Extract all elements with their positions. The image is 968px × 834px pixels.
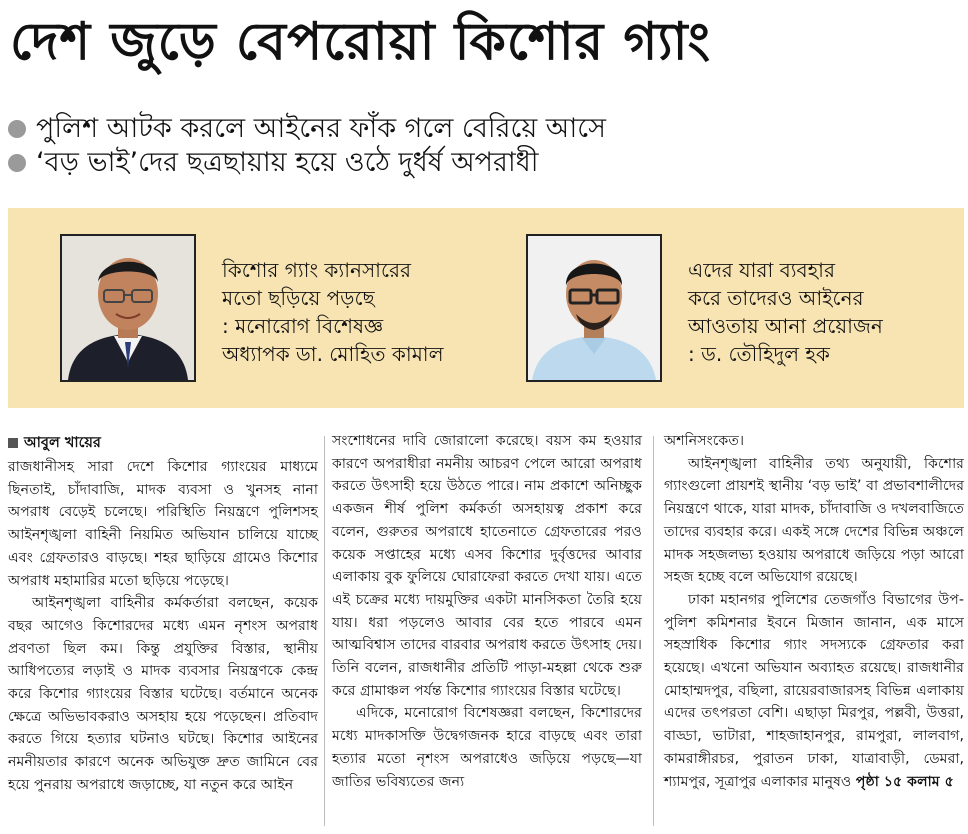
article-column-1 bbox=[8, 430, 318, 797]
quote-line: করে তাদেরও আইনের bbox=[688, 286, 864, 310]
column-divider bbox=[324, 436, 325, 826]
quote-line: : ড. তৌহিদুল হক bbox=[688, 342, 830, 366]
article-column-3 bbox=[664, 430, 964, 793]
portrait-icon bbox=[528, 236, 660, 380]
quote-line: : মনোরোগ বিশেষজ্ঞ bbox=[222, 314, 384, 338]
quote-line: আওতায় আনা প্রয়োজন bbox=[688, 314, 883, 338]
deck-bullet bbox=[8, 112, 958, 146]
quote-line: এদের যারা ব্যবহার bbox=[688, 258, 835, 282]
quote-band bbox=[8, 208, 964, 408]
quote-line: অধ্যাপক ডা. মোহিত কামাল bbox=[222, 342, 444, 366]
expert-quote-1 bbox=[222, 256, 502, 368]
bullet-dot-icon bbox=[8, 154, 26, 172]
paragraph: রাজধানীসহ সারা দেশে কিশোর গ্যাংয়ের মাধ্যমে ছিনতাই, চাঁদাবাজি, মাদক ব্যবসা ও খুনসহ নানা অপরাধ বেড়েই চলেছে। পরিস্থিতি নিয়ন্ত্রণে পুলিশসহ আইনশৃঙ্খলা বাহিনী নিয়মিত অভিযান চালিয়ে যাচ্ছে এবং গ্রেফতারও বাড়ছে। শহর ছাড়িয়ে গ্রামেও কিশোর অপরাধ মহামারির মতো ছড়িয়ে পড়েছে। bbox=[8, 459, 318, 589]
continued-on-page: পৃষ্ঠা ১৫ কলাম ৫ bbox=[855, 773, 954, 790]
paragraph: সংশোধনের দাবি জোরালো করেছে। বয়স কম হওয়ার কারণে অপরাধীরা নমনীয় আচরণ পেলে আরো অপরাধ করতে উৎসাহী হয়ে উঠতে পারে। নাম প্রকাশে অনিচ্ছুক একজন শীর্ষ পুলিশ কর্মকর্তা অসহায়ত্ব প্রকাশ করে বলেন, গুরুতর অপরাধে হাতেনাতে গ্রেফতারের পরও কয়েক সপ্তাহের মধ্যে এসব কিশোর দুর্বৃত্তদের আবার এলাকায় বুক ফুলিয়ে ঘোরাফেরা করতে দেখা যায়। এতে এই চক্রের মধ্যে দায়মুক্তির একটা মানসিকতা তৈরি হয়ে যায়। ধরা পড়লেও আবার বের হতে পারবে এমন আত্মবিশ্বাস তাদের বারবার অপরাধ করতে উৎসাহ দেয়। তিনি বলেন, রাজধানীর প্রতিটি পাড়া-মহল্লা থেকে শুরু করে গ্রামাঞ্চল পর্যন্ত কিশোর গ্যাংয়ের বিস্তার ঘটেছে। bbox=[332, 433, 642, 699]
deck-bullet-text: পুলিশ আটক করলে আইনের ফাঁক গলে বেরিয়ে আসে bbox=[36, 113, 606, 144]
paragraph: আইনশৃঙ্খলা বাহিনীর কর্মকর্তারা বলছেন, কয়েক বছর আগেও কিশোরদের মধ্যে এমন নৃশংস অপরাধ প্রবণতা ছিল কম। কিন্তু প্রযুক্তির বিস্তার, স্থানীয় আধিপত্যের লড়াই ও মাদক ব্যবসার নিয়ন্ত্রণকে কেন্দ্র করে কিশোর গ্যাংয়ের বিস্তার ঘটেছে। বর্তমানে অনেক ক্ষেত্রে অভিভাবকরাও অসহায় হয়ে পড়েছেন। প্রতিবাদ করতে গিয়ে হত্যার ঘটনাও ঘটছে। কিশোর আইনের নমনীয়তার কারণে অনেক অভিযুক্ত দ্রুত জামিনে বের হয়ে পুনরায় অপরাধে জড়াচ্ছে, যা নতুন করে আইন bbox=[8, 595, 318, 793]
bullet-dot-icon bbox=[8, 120, 26, 138]
byline-square-icon bbox=[8, 438, 18, 448]
paragraph: অশনিসংকেত। bbox=[664, 433, 745, 449]
expert-photo-2 bbox=[526, 234, 662, 382]
deck-bullet bbox=[8, 146, 958, 180]
portrait-icon bbox=[62, 236, 194, 380]
quote-line: কিশোর গ্যাং ক্যানসারের bbox=[222, 258, 411, 282]
paragraph: এদিকে, মনোরোগ বিশেষজ্ঞরা বলছেন, কিশোরদের মধ্যে মাদকাসক্তি উদ্বেগজনক হারে বাড়ছে এবং তারা হত্যার মতো নৃশংস অপরাধেও জড়িয়ে পড়ছে—যা জাতির ভবিষ্যতের জন্য bbox=[332, 705, 642, 790]
article-body bbox=[8, 430, 964, 830]
byline-name: আবুল খায়ের bbox=[24, 434, 101, 451]
column-divider bbox=[653, 436, 654, 826]
deck-bullets bbox=[8, 112, 958, 180]
article-column-2 bbox=[332, 430, 642, 793]
quote-line: মতো ছড়িয়ে পড়ছে bbox=[222, 286, 375, 310]
paragraph: আইনশৃঙ্খলা বাহিনীর তথ্য অনুযায়ী, কিশোর গ্যাংগুলো প্রায়শই স্থানীয় ‘বড় ভাই’ বা প্রভাবশালীদের নিয়ন্ত্রণে থাকে, যারা মাদক, চাঁদাবাজি ও দখলবাজিতে তাদের ব্যবহার করে। একই সঙ্গে দেশের বিভিন্ন অঞ্চলে মাদক সহজলভ্য হওয়ায় অপরাধে জড়িয়ে পড়া আরো সহজ হচ্ছে বলে অভিযোগ রয়েছে। bbox=[664, 455, 964, 586]
paragraph-text: ঢাকা মহানগর পুলিশের তেজগাঁও বিভাগের উপ-পুলিশ কমিশনার ইবনে মিজান জানান, এক মাসে সহস্রাধিক কিশোর গ্যাং সদস্যকে গ্রেফতার করা হয়েছে। এখনো অভিযান অব্যাহত রয়েছে। রাজধানীর মোহাম্মদপুর, বছিলা, রায়েরবাজারসহ বিভিন্ন এলাকায় এদের তৎপরতা বেশি। এছাড়া মিরপুর, পল্লবী, উত্তরা, বাড্ডা, ভাটারা, শাহজাহানপুর, রামপুরা, লালবাগ, কামরাঙ্গীরচর, পুরাতন ঢাকা, যাত্রাবাড়ী, ডেমরা, শ্যামপুর, সূত্রাপুর এলাকার মানুষও bbox=[664, 591, 964, 790]
expert-photo-1 bbox=[60, 234, 196, 382]
headline: দেশ জুড়ে বেপরোয়া কিশোর গ্যাং bbox=[10, 12, 711, 72]
byline bbox=[8, 430, 318, 456]
expert-quote-2 bbox=[688, 256, 958, 368]
paragraph bbox=[664, 589, 964, 793]
deck-bullet-text: ‘বড় ভাই’দের ছত্রছায়ায় হয়ে ওঠে দুর্ধর্ষ অপরাধী bbox=[36, 147, 539, 178]
